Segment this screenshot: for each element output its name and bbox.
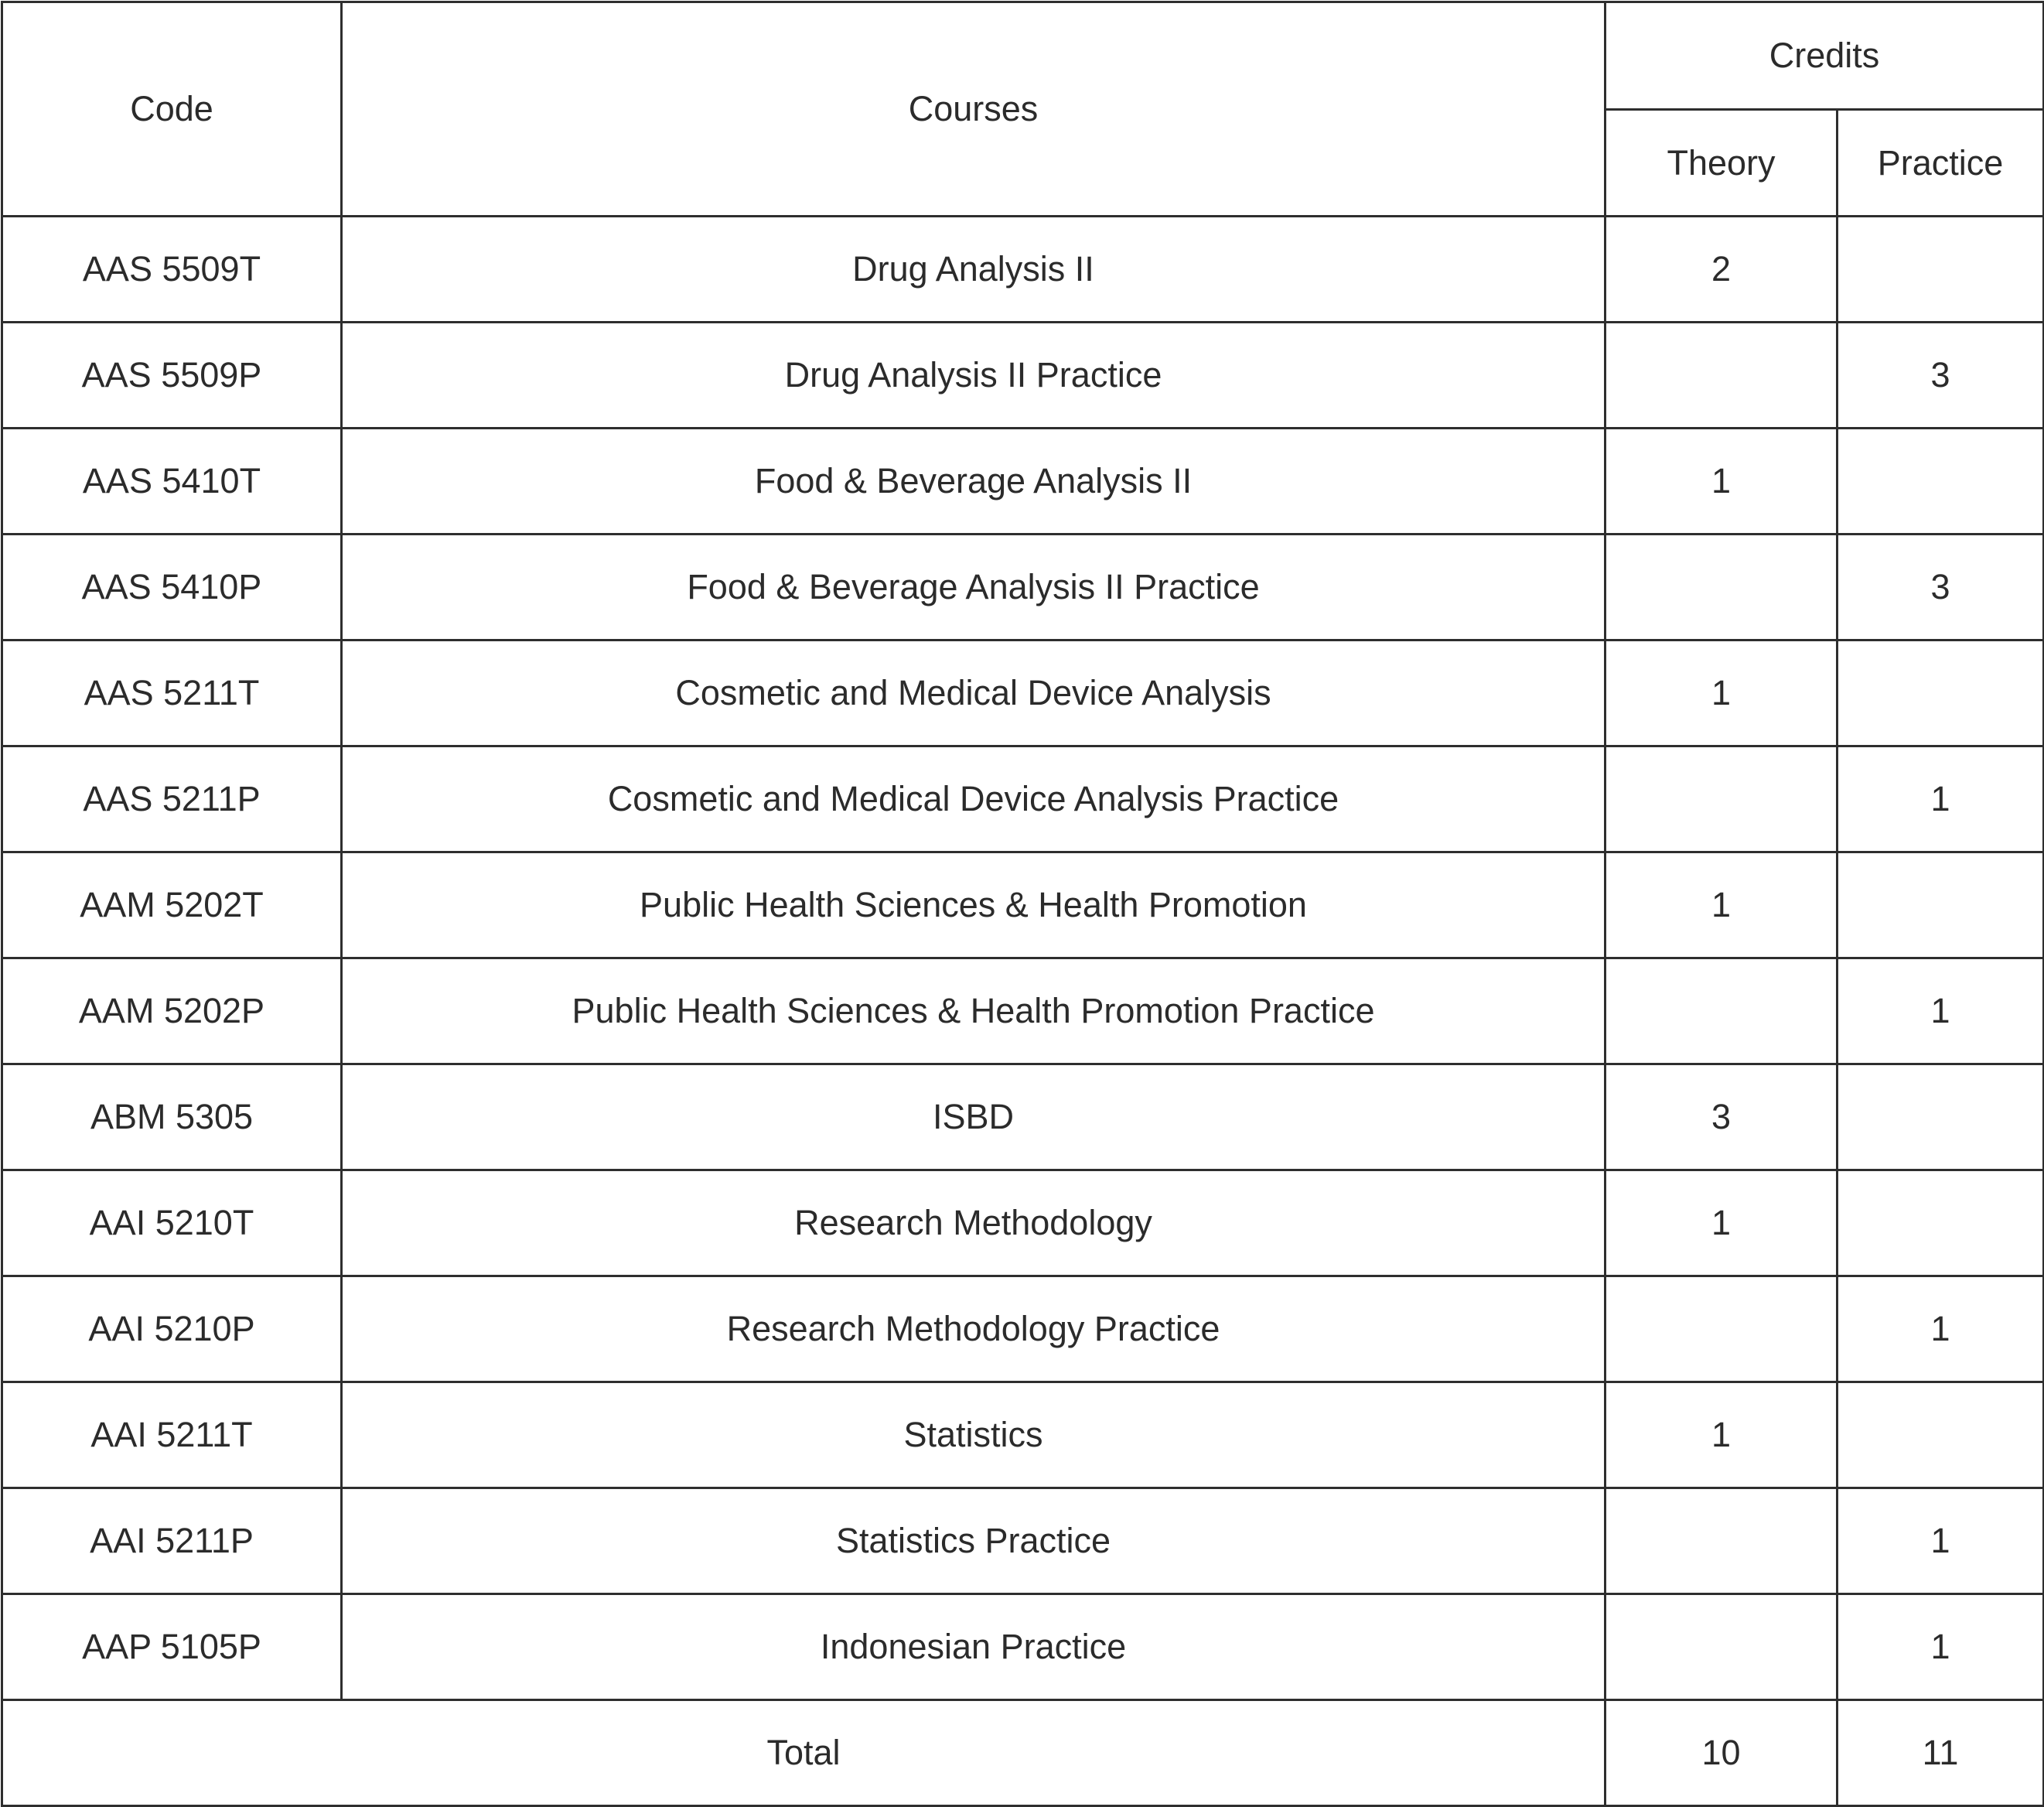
total-row <box>2 1700 2044 1806</box>
table-row <box>2 1064 2044 1170</box>
total-practice: 11 <box>1838 1700 2044 1806</box>
course-name-cell: Cosmetic and Medical Device Analysis <box>342 640 1606 746</box>
practice-credits-cell: 3 <box>1838 323 2044 429</box>
course-credits-table <box>1 1 2044 1807</box>
practice-credits-cell: 1 <box>1838 1488 2044 1594</box>
theory-credits-cell: 1 <box>1606 429 1838 535</box>
table-footer <box>2 1700 2044 1806</box>
table-header <box>2 2 2044 217</box>
practice-credits-cell <box>1838 1170 2044 1276</box>
table-row <box>2 323 2044 429</box>
course-name-cell: Drug Analysis II <box>342 217 1606 323</box>
practice-credits-cell <box>1838 429 2044 535</box>
theory-credits-cell: 1 <box>1606 640 1838 746</box>
practice-credits-cell: 1 <box>1838 958 2044 1064</box>
course-code-cell: AAS 5410P <box>2 535 342 640</box>
theory-credits-cell: 1 <box>1606 1170 1838 1276</box>
practice-credits-cell <box>1838 1382 2044 1488</box>
course-name-cell: Research Methodology Practice <box>342 1276 1606 1382</box>
theory-credits-cell <box>1606 1488 1838 1594</box>
theory-credits-cell: 3 <box>1606 1064 1838 1170</box>
course-name-cell: ISBD <box>342 1064 1606 1170</box>
course-name-cell: Public Health Sciences & Health Promotion <box>342 852 1606 958</box>
theory-credits-cell: 1 <box>1606 1382 1838 1488</box>
table-row <box>2 640 2044 746</box>
course-code-cell: AAI 5210P <box>2 1276 342 1382</box>
table-row <box>2 852 2044 958</box>
course-name-cell: Food & Beverage Analysis II Practice <box>342 535 1606 640</box>
theory-credits-cell <box>1606 1276 1838 1382</box>
course-code-cell: AAM 5202P <box>2 958 342 1064</box>
theory-credits-cell <box>1606 958 1838 1064</box>
practice-credits-cell: 1 <box>1838 1594 2044 1700</box>
total-theory: 10 <box>1606 1700 1838 1806</box>
course-code-cell: AAI 5211T <box>2 1382 342 1488</box>
practice-credits-cell <box>1838 217 2044 323</box>
practice-credits-cell: 1 <box>1838 746 2044 852</box>
header-theory: Theory <box>1606 110 1838 217</box>
course-code-cell: AAM 5202T <box>2 852 342 958</box>
practice-credits-cell: 1 <box>1838 1276 2044 1382</box>
course-code-cell: AAI 5211P <box>2 1488 342 1594</box>
course-code-cell: AAS 5211T <box>2 640 342 746</box>
table-row <box>2 1170 2044 1276</box>
course-name-cell: Food & Beverage Analysis II <box>342 429 1606 535</box>
course-name-cell: Research Methodology <box>342 1170 1606 1276</box>
theory-credits-cell <box>1606 1594 1838 1700</box>
theory-credits-cell <box>1606 746 1838 852</box>
course-name-cell: Cosmetic and Medical Device Analysis Practice <box>342 746 1606 852</box>
theory-credits-cell <box>1606 323 1838 429</box>
course-name-cell: Drug Analysis II Practice <box>342 323 1606 429</box>
course-code-cell: AAS 5410T <box>2 429 342 535</box>
course-code-cell: AAS 5509T <box>2 217 342 323</box>
table-row <box>2 1382 2044 1488</box>
header-code: Code <box>2 2 342 217</box>
course-name-cell: Statistics <box>342 1382 1606 1488</box>
course-code-cell: AAI 5210T <box>2 1170 342 1276</box>
practice-credits-cell <box>1838 1064 2044 1170</box>
theory-credits-cell: 1 <box>1606 852 1838 958</box>
table-row <box>2 746 2044 852</box>
theory-credits-cell <box>1606 535 1838 640</box>
table-row <box>2 958 2044 1064</box>
table-row <box>2 1276 2044 1382</box>
course-name-cell: Statistics Practice <box>342 1488 1606 1594</box>
course-code-cell: AAS 5509P <box>2 323 342 429</box>
theory-credits-cell: 2 <box>1606 217 1838 323</box>
header-credits: Credits <box>1606 2 2044 110</box>
practice-credits-cell <box>1838 852 2044 958</box>
course-code-cell: ABM 5305 <box>2 1064 342 1170</box>
table-row <box>2 1594 2044 1700</box>
practice-credits-cell <box>1838 640 2044 746</box>
course-code-cell: AAS 5211P <box>2 746 342 852</box>
header-courses: Courses <box>342 2 1606 217</box>
total-label: Total <box>2 1700 1606 1806</box>
header-practice: Practice <box>1838 110 2044 217</box>
table-body <box>2 217 2044 1700</box>
table-row <box>2 535 2044 640</box>
table-row <box>2 1488 2044 1594</box>
course-name-cell: Public Health Sciences & Health Promotion Practice <box>342 958 1606 1064</box>
course-code-cell: AAP 5105P <box>2 1594 342 1700</box>
header-row-top <box>2 2 2044 110</box>
practice-credits-cell: 3 <box>1838 535 2044 640</box>
table-row <box>2 429 2044 535</box>
table-row <box>2 217 2044 323</box>
course-name-cell: Indonesian Practice <box>342 1594 1606 1700</box>
